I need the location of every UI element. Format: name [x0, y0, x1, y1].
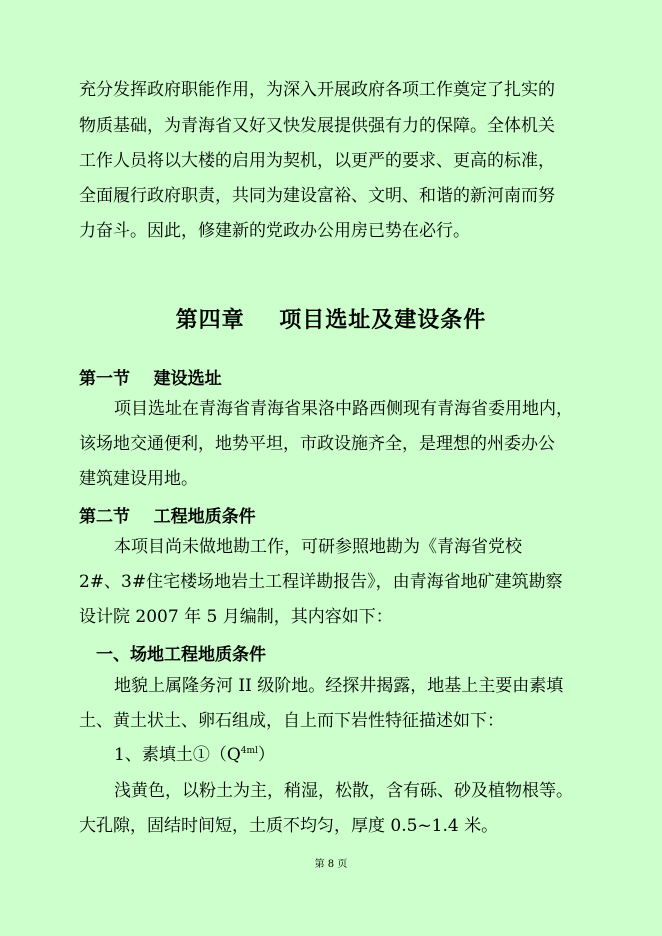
body-text-line: 项目选址在青海省青海省果洛中路西侧现有青海省委用地内，: [114, 399, 573, 419]
body-text-line: 土、黄土状土、卵石组成，自上而下岩性特征描述如下：: [79, 711, 504, 731]
body-text-line: 工作人员将以大楼的启用为契机，以更严的要求、更高的标准，: [79, 151, 555, 171]
body-text-line: 该场地交通便利，地势平坦，市政设施齐全，是理想的州委办公: [79, 434, 555, 454]
body-text-line: 物质基础，为青海省又好又快发展提供强有力的保障。全体机关: [79, 116, 555, 136]
list-item-label: 1、素填土①（Q: [114, 745, 241, 765]
section-heading: 第二节 工程地质条件: [79, 507, 256, 527]
geologic-symbol-superscript: 4ml: [240, 746, 258, 756]
body-text-line: 2#、3#住宅楼场地岩土工程详勘报告》，由青海省地矿建筑勘察: [79, 572, 563, 592]
body-text-line: 浅黄色，以粉土为主，稍湿，松散，含有砾、砂及植物根等。: [114, 781, 573, 801]
body-text-line: 力奋斗。因此，修建新的党政办公用房已势在必行。: [79, 221, 470, 241]
section-heading: 第一节 建设选址: [79, 369, 222, 389]
body-text-line: 地貌上属隆务河 II 级阶地。经探井揭露，地基上主要由素填: [114, 676, 564, 696]
body-text-line: 建筑建设用地。: [79, 469, 198, 489]
page-number: 第 8 页: [314, 859, 348, 870]
body-text-line: 大孔隙，固结时间短，土质不均匀，厚度 0.5~1.4 米。: [79, 816, 499, 836]
list-item-heading: [114, 745, 275, 765]
subsection-heading: 一、场地工程地质条件: [96, 645, 266, 665]
body-text-line: 充分发挥政府职能作用，为深入开展政府各项工作奠定了扎实的: [79, 80, 555, 100]
body-text-line: 全面履行政府职责，共同为建设富裕、文明、和谐的新河南而努: [79, 186, 555, 206]
body-text-line: 本项目尚未做地勘工作，可研参照地勘为《青海省党校: [114, 537, 522, 557]
chapter-title: 第四章 项目选址及建设条件: [175, 307, 487, 333]
list-item-label-close: ）: [257, 745, 275, 765]
body-text-line: 设计院 2007 年 5 月编制，其内容如下：: [79, 607, 393, 627]
